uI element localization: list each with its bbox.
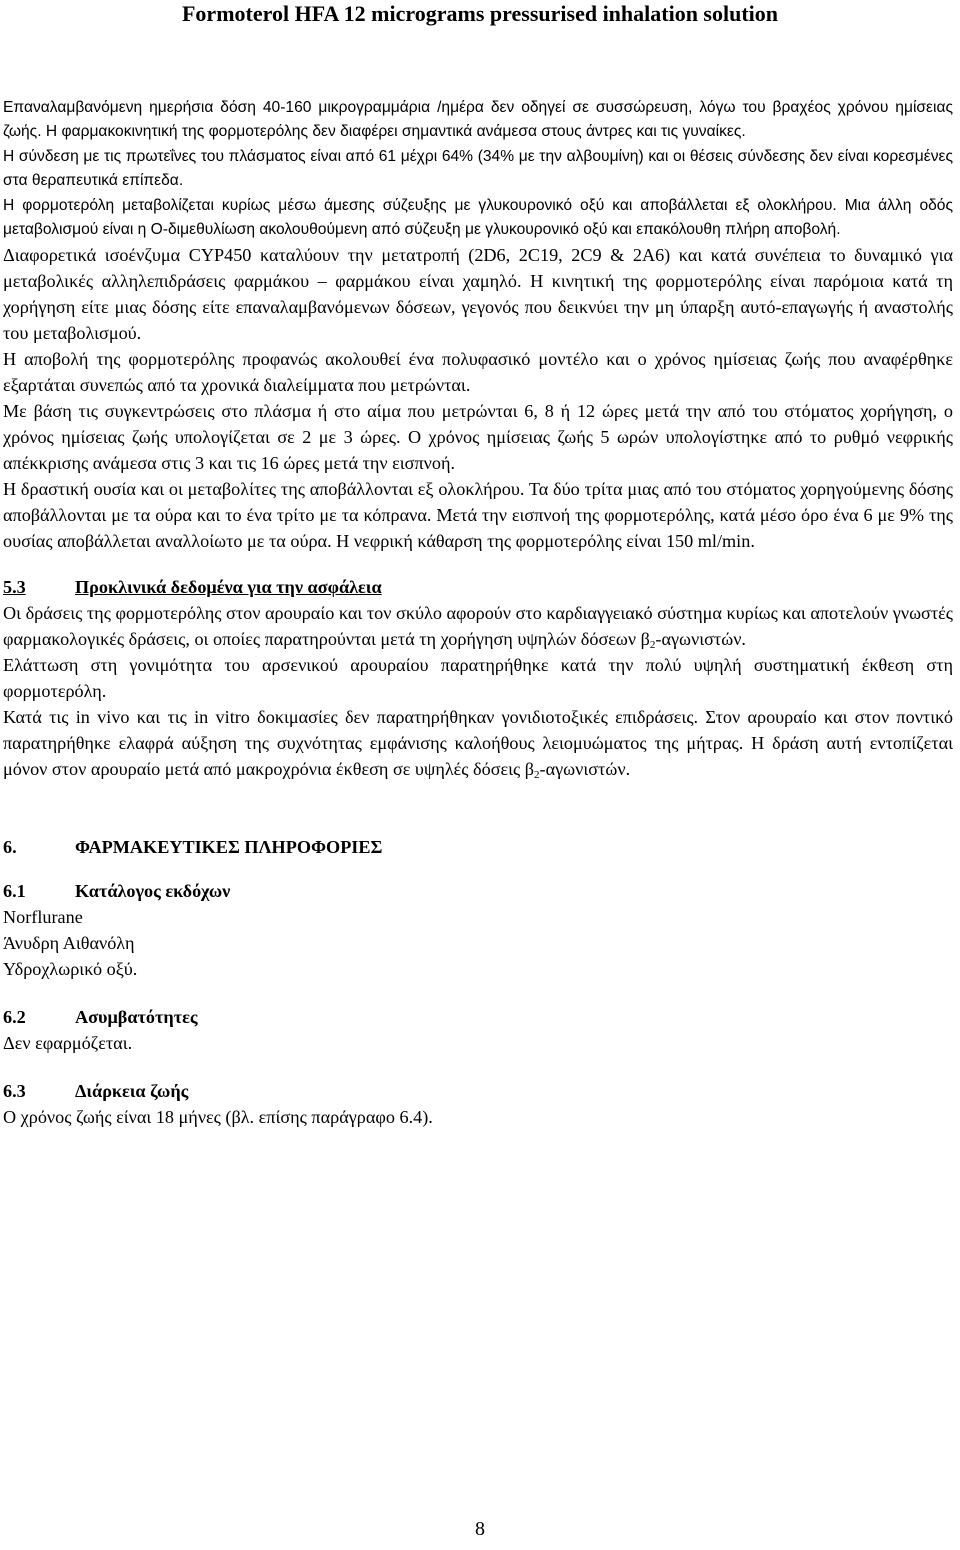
preclinical-paragraph: Κατά τις in vivo και τις in vitro δοκιμασίες δεν παρατηρήθηκαν γονιδιοτοξικές επιδράσεις. Στον αρουραίο και στον ποντικό παρατηρήθηκε ελαφρά αύξηση της συχνότητας εμφάνισης καλοήθους λειομυώματος της μήτρας. Η δράση αυτή εντοπίζεται μόνον στον αρουραίο μετά από μακροχρόνια έκθεση σε υψηλές δόσεις $\beta_2$-αγωνιστών.	[3, 707, 953, 782]
section-heading-6-2	[3, 1004, 953, 1030]
section-number: 6.1	[3, 881, 26, 902]
pk-paragraph: Η αποβολή της φορμοτερόλης προφανώς ακολουθεί ένα πολυφασικό μοντέλο και ο χρόνος ημίσειας ζωής που αναφέρθηκε εξαρτάται συνεπώς από τα χρονικά διαλείμματα που μετρώνται.	[3, 349, 953, 396]
document-body	[3, 96, 953, 1130]
pk-paragraph: Διαφορετικά ισοένζυμα CYP450 καταλύουν την μετατροπή (2D6, 2C19, 2C9 & 2A6) και κατά συνέπεια το δυναμικό για μεταβολικές αλληλεπιδράσεις φαρμάκου – φαρμάκου είναι χαμηλό. Η κινητική της φορμοτερόλης είναι παρόμοια κατά τη χορήγηση είτε μιας δόσης είτε επαναλαμβανόμενων δόσεων, γεγονός που δεικνύει την μη ύπαρξη αυτό-επαγωγής ή αναστολής του μεταβολισμού.	[3, 245, 953, 344]
pk-paragraph: Επαναλαμβανόμενη ημερήσια δόση 40-160 μικρογραμμάρια /ημέρα δεν οδηγεί σε συσσώρευση, λόγω του βραχέος χρόνου ημίσειας ζωής. Η φαρμακοκινητική της φορμοτερόλης δεν διαφέρει σημαντικά ανάμεσα στους άντρες και τις γυναίκες.	[3, 99, 953, 141]
preclinical-paragraph: Οι δράσεις της φορμοτερόλης στον αρουραίο και τον σκύλο αφορούν στο καρδιαγγειακό σύστημα κυρίως και αποτελούν γνωστές φαρμακολογικές δράσεις, οι οποίες παρατηρούνται μετά τη χορήγηση υψηλών δόσεων $\beta_2$-αγωνιστών.	[3, 603, 953, 652]
section-title: Ασυμβατότητες	[75, 1007, 198, 1028]
pk-paragraph: Η δραστική ουσία και οι μεταβολίτες της αποβάλλονται εξ ολοκλήρου. Τα δύο τρίτα μιας από του στόματος χορηγούμενης δόσης αποβάλλονται με τα ούρα και το ένα τρίτο με τα κόπρανα. Μετά την εισπνοή της φορμοτερόλης, κατά μέσο όρο ένα 6 με 9% της ουσίας αποβάλλεται αναλλοίωτο με τα ούρα. Η νεφρική κάθαρση της φορμοτερόλης είναι 150 ml/min.	[3, 479, 953, 552]
pk-paragraph: Η σύνδεση με τις πρωτεΐνες του πλάσματος είναι από 61 μέχρι 64% (34% με την αλβουμίνη) και οι θέσεις σύνδεσης δεν είναι κορεσμένες στα θεραπευτικά επίπεδα.	[3, 147, 953, 190]
section-number: 6.	[3, 837, 17, 858]
section-title: ΦΑΡΜΑΚΕΥΤΙΚΕΣ ΠΛΗΡΟΦΟΡΙΕΣ	[75, 837, 383, 858]
pk-paragraph: Με βάση τις συγκεντρώσεις στο πλάσμα ή στο αίμα που μετρώνται 6, 8 ή 12 ώρες μετά την από του στόματος χορήγηση, ο χρόνος ημίσειας ζωής υπολογίζεται σε 2 με 3 ώρες. Ο χρόνος ημίσειας ζωής 5 ωρών υπολογίστηκε από το ρυθμό νεφρικής απέκκρισης ανάμεσα στις 3 και τις 16 ώρες μετά την εισπνοή.	[3, 401, 953, 474]
section-heading-5-3	[3, 574, 953, 600]
section-text: Δεν εφαρμόζεται.	[3, 1033, 133, 1054]
section-title: Προκλινικά δεδομένα για την ασφάλεια	[75, 577, 382, 598]
excipient-item: Υδροχλωρικό οξύ.	[3, 959, 138, 980]
document-header: Formoterol HFA 12 micrograms pressurised inhalation solution	[181, 1, 779, 26]
section-number: 6.2	[3, 1007, 26, 1028]
section-heading-6-3	[3, 1078, 953, 1104]
section-heading-6	[3, 834, 953, 860]
excipient-item: Άνυδρη Αιθανόλη	[3, 933, 135, 954]
section-title: Κατάλογος εκδόχων	[75, 881, 231, 902]
excipient-item: Norflurane	[3, 907, 83, 928]
section-number: 5.3	[3, 577, 26, 598]
preclinical-paragraph: Ελάττωση στη γονιμότητα του αρσενικού αρουραίου παρατηρήθηκε κατά την πολύ υψηλή συστηματική έκθεση στη φορμοτερόλη.	[3, 655, 953, 702]
section-number: 6.3	[3, 1081, 26, 1102]
section-title: Διάρκεια ζωής	[75, 1081, 189, 1102]
section-heading-6-1	[3, 878, 953, 904]
pk-paragraph: Η φορμοτερόλη μεταβολίζεται κυρίως μέσω άμεσης σύζευξης με γλυκουρονικό οξύ και αποβάλλεται εξ ολοκλήρου. Μια άλλη οδός μεταβολισμού είναι η Ο-διμεθυλίωση ακολουθούμενη από σύζευξη με γλυκουρονικό οξύ και επακόλουθη πλήρη αποβολή.	[3, 196, 953, 239]
page-number: 8	[475, 1518, 485, 1540]
section-text: Ο χρόνος ζωής είναι 18 μήνες (βλ. επίσης παράγραφο 6.4).	[3, 1107, 433, 1128]
